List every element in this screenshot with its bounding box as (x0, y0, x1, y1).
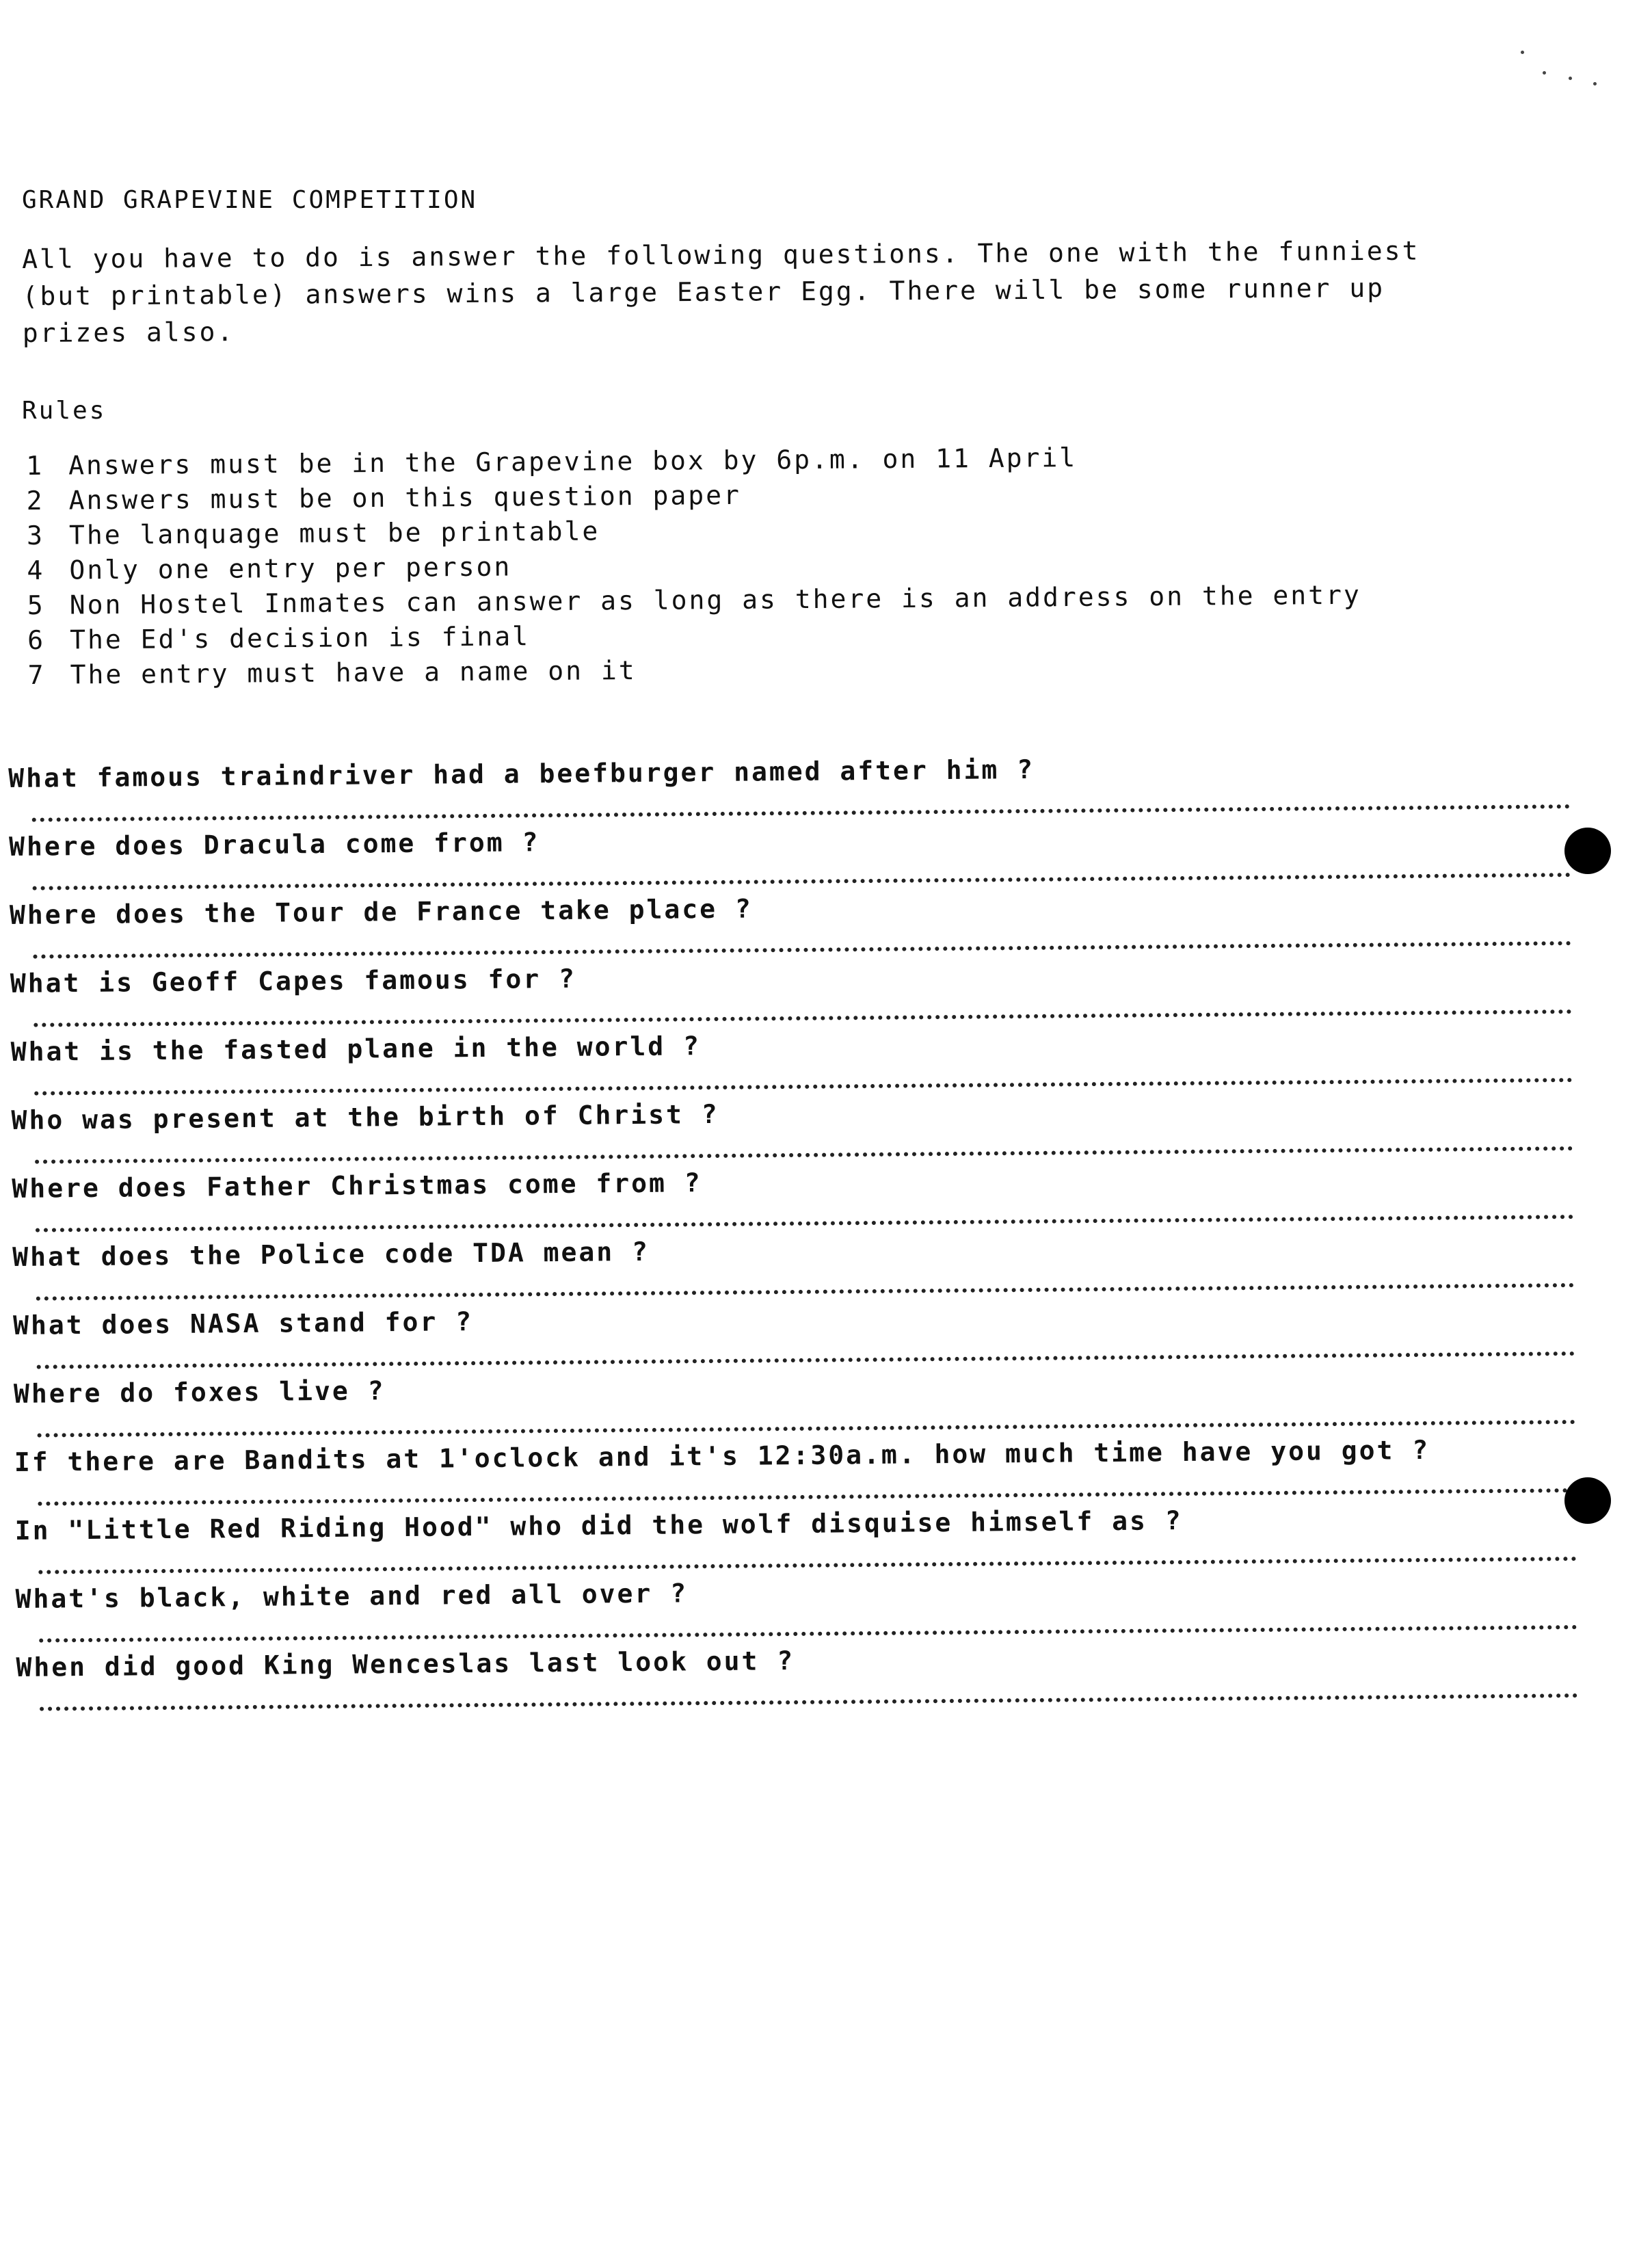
rule-text: Non Hostel Inmates can answer as long as there is an address on the entry (69, 579, 1362, 620)
rule-text: Only one entry per person (69, 551, 512, 585)
question-item (16, 1637, 1589, 1719)
rule-number: 3 (26, 520, 45, 551)
punch-hole (1564, 828, 1611, 874)
rule-number: 2 (26, 485, 44, 516)
intro-paragraph (22, 231, 1636, 352)
question-text: What is Geoff Capes famous for ? (10, 963, 577, 999)
question-text: What is the fasted plane in the world ? (10, 1031, 702, 1067)
rule-text: Answers must be on this question paper (68, 479, 742, 516)
question-text: When did good King Wenceslas last look out ? (16, 1646, 795, 1682)
question-text: What famous traindriver had a beefburger named after him ? (8, 754, 1035, 793)
question-text: Where does Father Christmas come from ? (12, 1167, 702, 1204)
intro-line: (but printable) answers wins a large Easter Egg. There will be some runner up (22, 272, 1385, 311)
question-text: In "Little Red Riding Hood" who did the wolf disquise himself as ? (14, 1505, 1183, 1546)
speck-mark (1543, 71, 1546, 75)
question-text: Who was present at the birth of Christ ? (11, 1098, 719, 1135)
question-text: What does the Police code TDA mean ? (12, 1236, 650, 1272)
speck-mark (1569, 77, 1572, 80)
rule-number: 6 (27, 624, 46, 655)
rule-text: The lanquage must be printable (68, 516, 600, 551)
rule-text: Answers must be in the Grapevine box by 6p.m. on 11 April (68, 442, 1078, 481)
rule-number: 4 (27, 555, 45, 585)
speck-mark (1521, 51, 1524, 54)
rule-number: 1 (26, 450, 44, 481)
rule-text: The entry must have a name on it (70, 655, 637, 690)
intro-line: All you have to do is answer the following questions. The one with the funniest (22, 235, 1420, 274)
rule-text: The Ed's decision is final (70, 621, 531, 655)
rules-list (26, 438, 1362, 693)
question-text: Where do foxes live ? (13, 1375, 386, 1409)
rule-number: 7 (27, 659, 46, 690)
question-text: What's black, white and red all over ? (15, 1578, 689, 1614)
page-title: GRAND GRAPEVINE COMPETITION (22, 186, 478, 214)
questions-list (8, 748, 1589, 1719)
question-text: Where does Dracula come from ? (8, 827, 540, 862)
question-text: If there are Bandits at 1'oclock and it's 12:30a.m. how much time have you got ? (14, 1434, 1430, 1477)
rules-heading: Rules (22, 397, 107, 425)
speck-mark (1593, 82, 1597, 85)
intro-line: prizes also. (22, 317, 235, 348)
punch-hole (1564, 1477, 1611, 1524)
rule-number: 5 (27, 590, 45, 620)
question-text: Where does the Tour de France take place ? (9, 893, 753, 930)
question-text: What does NASA stand for ? (12, 1306, 474, 1341)
